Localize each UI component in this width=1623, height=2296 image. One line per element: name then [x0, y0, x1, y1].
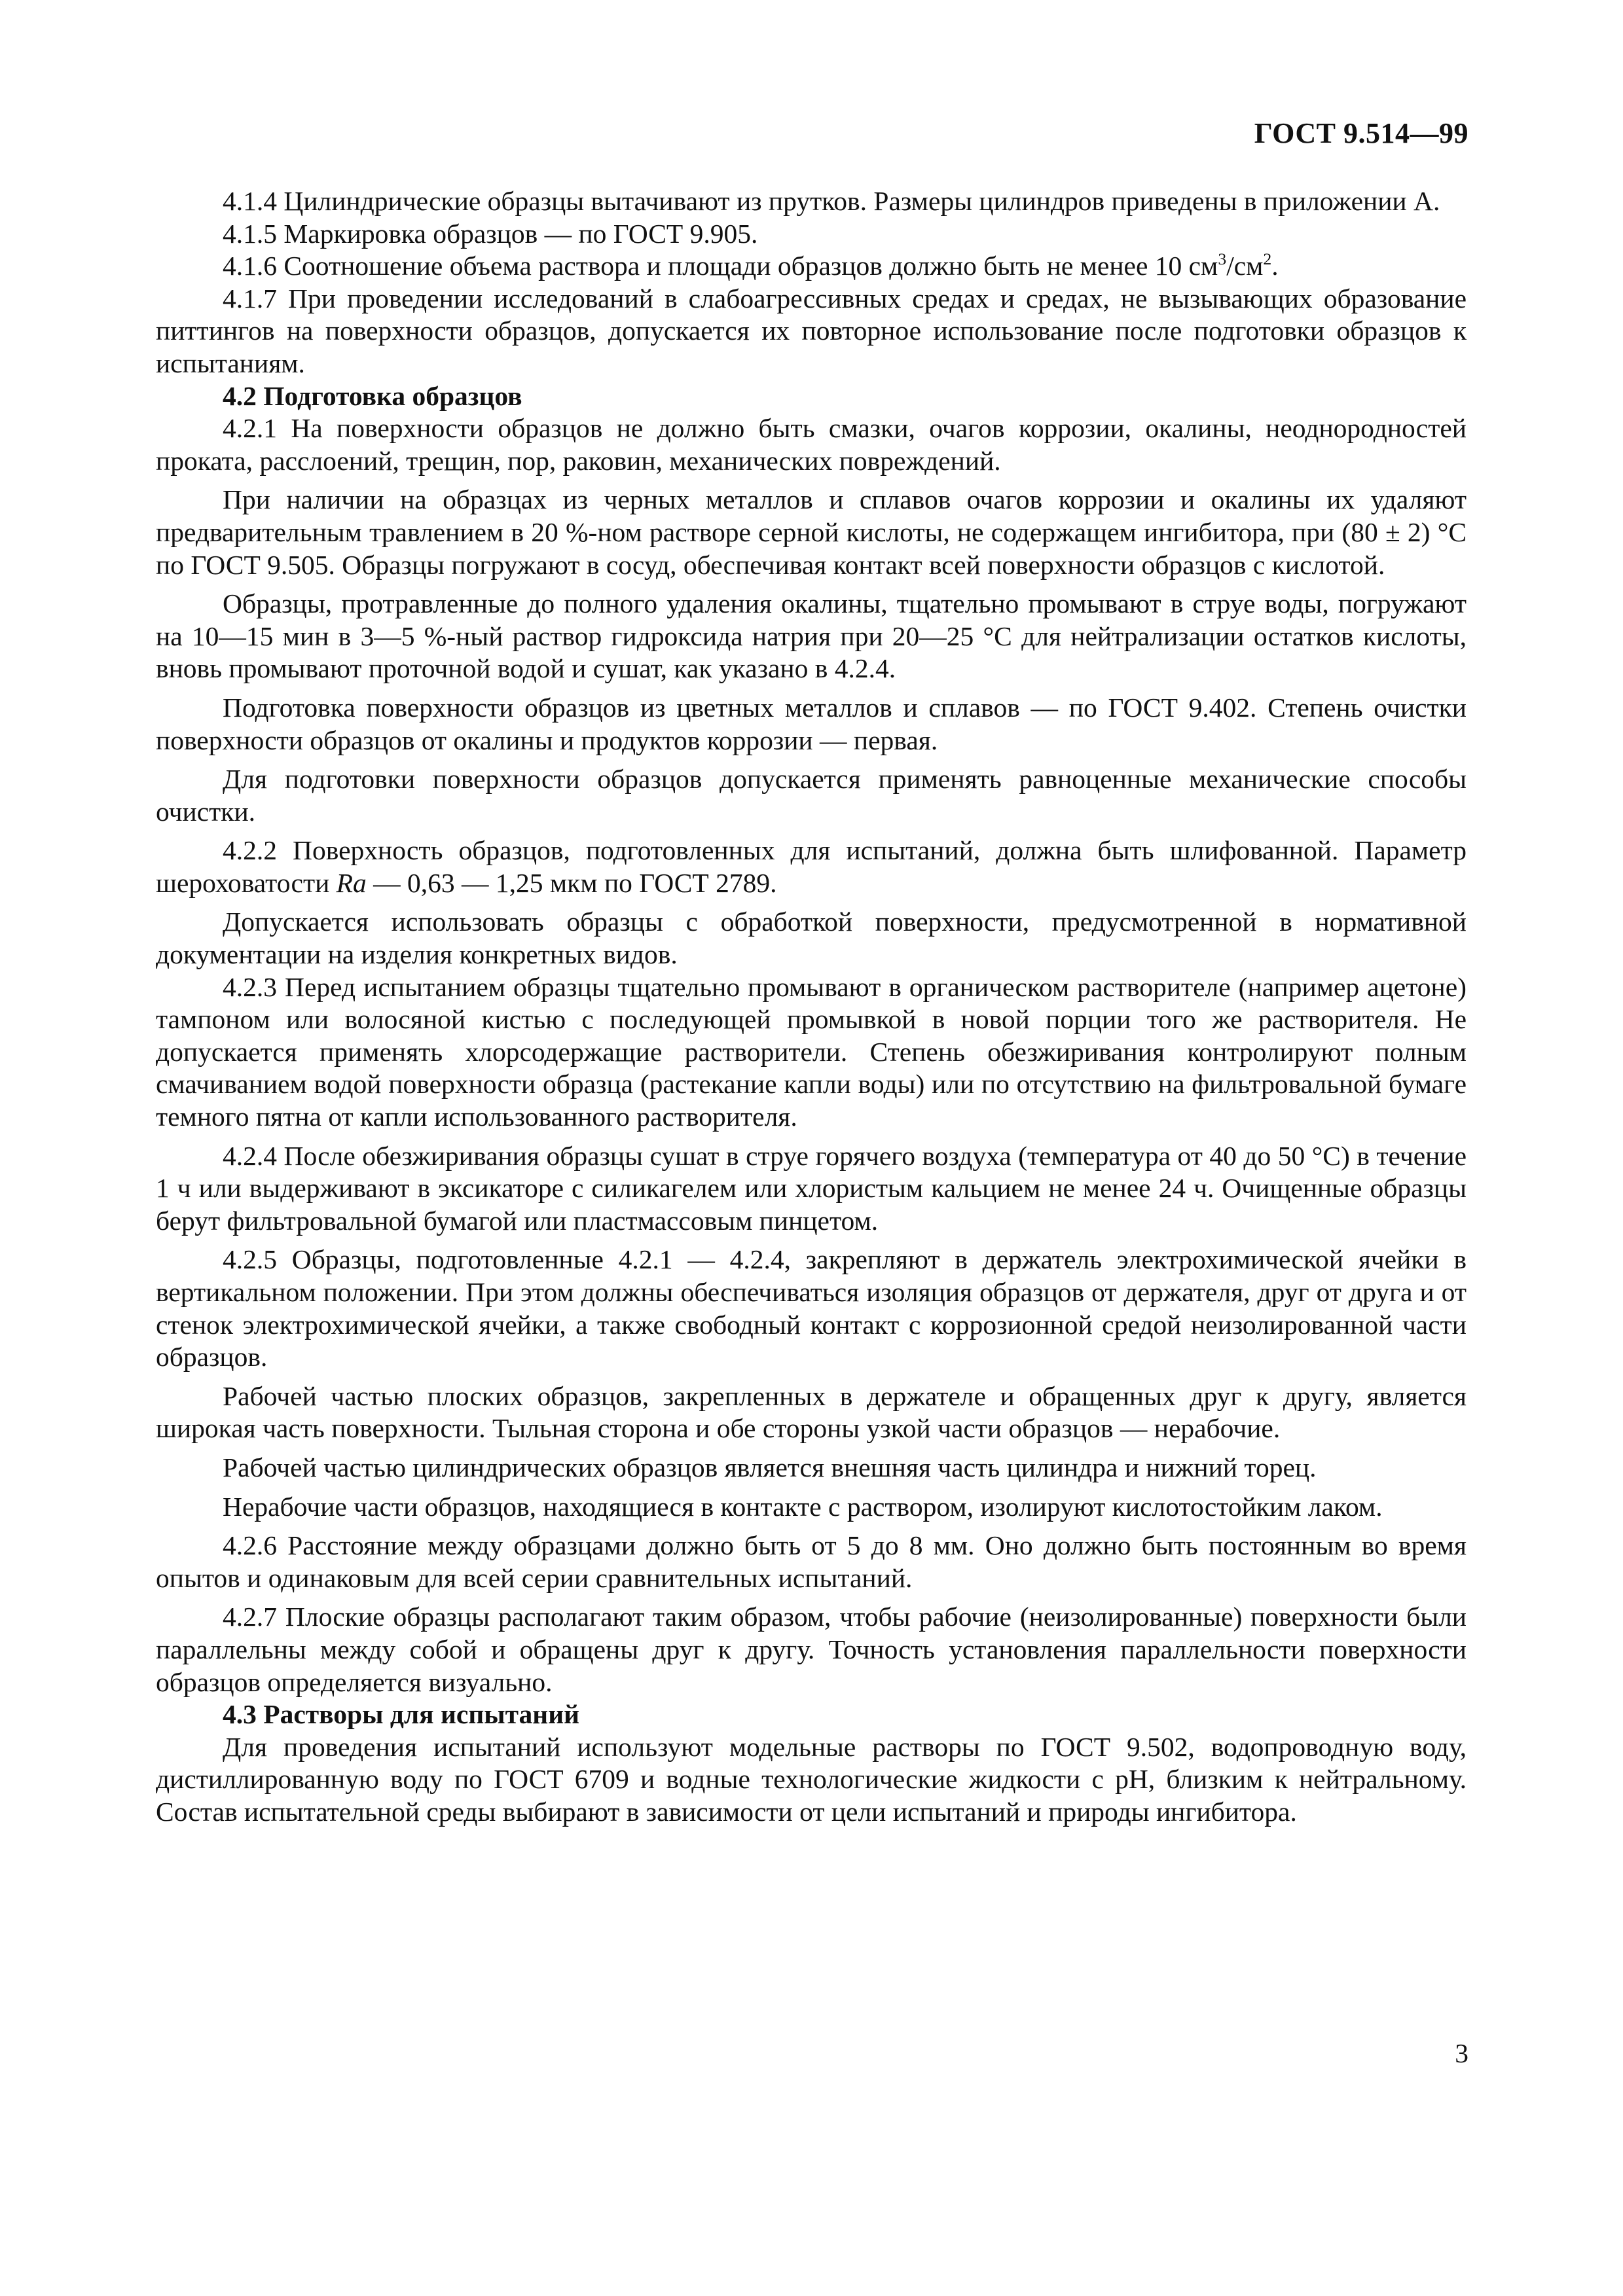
paragraph-4-2-6: 4.2.6 Расстояние между образцами должно быть от 5 до 8 мм. Оно должно быть постоянным во время опытов и одинаковым для всей серии сравнительных испытаний. [156, 1530, 1467, 1593]
paragraph-4-2-1-neutralization: Образцы, протравленные до полного удаления окалины, тщательно промывают в струе воды, погружают на 10—15 мин в 3—5 %-ный раствор гидроксида натрия при 20—25 °С для нейтрализации остатков кислоты, вновь промывают проточной водой и сушат, как указано в 4.2.4. [156, 588, 1467, 684]
superscript-square: 2 [1263, 249, 1272, 269]
running-header: ГОСТ 9.514—99 [1254, 117, 1468, 149]
paragraph-4-1-6-text: 4.1.6 Соотношение объема раствора и площади образцов должно быть не менее 10 см [223, 251, 1218, 281]
section-heading-4-3: 4.3 Растворы для испытаний [223, 1699, 580, 1730]
paragraph-4-1-4: 4.1.4 Цилиндрические образцы вытачивают из прутков. Размеры цилиндров приведены в приложении А. [223, 186, 1440, 216]
paragraph-4-2-2-allowed: Допускается использовать образцы с обработкой поверхности, предусмотренной в нормативной документации на изделия конкретных видов. [156, 906, 1467, 970]
paragraph-4-2-1: 4.2.1 На поверхности образцов не должно быть смазки, очагов коррозии, окалины, неоднородностей проката, расслоений, трещин, пор, раковин, механических повреждений. [156, 413, 1467, 476]
sentence-end: . [1271, 251, 1279, 281]
paragraph-4-1-7: 4.1.7 При проведении исследований в слабоагрессивных средах и средах, не вызывающих образование питтингов на поверхности образцов, допускается их повторное использование после подготовки образцов к испытаниям. [156, 283, 1467, 378]
paragraph-4-2-5-insulation: Нерабочие части образцов, находящиеся в контакте с раствором, изолируют кислотостойким лаком. [223, 1491, 1383, 1522]
paragraph-4-1-6 [156, 250, 1467, 283]
unit-per-square-cm: /см [1226, 251, 1264, 281]
paragraph-4-2-5-flat-samples: Рабочей частью плоских образцов, закрепленных в держателе и обращенных друг к другу, является широкая часть поверхности. Тыльная сторона и обе стороны узкой части образцов — нерабочие. [156, 1380, 1467, 1444]
section-heading-4-2: 4.2 Подготовка образцов [223, 380, 522, 411]
paragraph-4-2-5-cylinder-samples: Рабочей частью цилиндрических образцов является внешняя часть цилиндра и нижний торец. [223, 1452, 1317, 1482]
paragraph-4-2-1-nonferrous: Подготовка поверхности образцов из цветных металлов и сплавов — по ГОСТ 9.402. Степень очистки поверхности образцов от окалины и продуктов коррозии — первая. [156, 692, 1467, 755]
paragraph-4-2-7: 4.2.7 Плоские образцы располагают таким образом, чтобы рабочие (неизолированные) поверхности были параллельны между собой и обращены друг к другу. Точность установления параллельности поверхности образцов определяется визуально. [156, 1602, 1467, 1697]
paragraph-4-2-2 [156, 834, 1467, 899]
page-number: 3 [1455, 2038, 1468, 2068]
paragraph-4-1-5: 4.1.5 Маркировка образцов — по ГОСТ 9.905. [223, 218, 758, 249]
superscript-cubic: 3 [1218, 249, 1227, 269]
paragraph-4-2-1-etching: При наличии на образцах из черных металлов и сплавов очагов коррозии и окалины их удаляют предварительным травлением в 20 %-ном растворе серной кислоты, не содержащем ингибитора, при (80 ± 2) °С по ГОСТ 9.505. Образцы погружают в сосуд, обеспечивая контакт всей поверхности образцов с кислотой. [156, 484, 1467, 580]
roughness-value: — 0,63 — 1,25 мкм по ГОСТ 2789. [366, 867, 777, 898]
paragraph-4-2-3: 4.2.3 Перед испытанием образцы тщательно промывают в органическом растворителе (например ацетоне) тампоном или волосяной кистью с последующей промывкой в новой порции того же растворителя. Не допускается применять хлорсодержащие растворители. Степень обезжиривания контролируют полным смачиванием водой поверхности образца (растекание капли воды) или по отсутствию на фильтровальной бумаге темного пятна от капли использованного растворителя. [156, 971, 1467, 1132]
paragraph-4-2-4: 4.2.4 После обезжиривания образцы сушат в струе горячего воздуха (температура от 40 до 50 °С) в течение 1 ч или выдерживают в эксикаторе с силикагелем или хлористым кальцием не менее 24 ч. Очищенные образцы берут фильтровальной бумагой или пластмассовым пинцетом. [156, 1140, 1467, 1236]
roughness-symbol: Ra [336, 867, 367, 898]
paragraph-4-2-1-mechanical: Для подготовки поверхности образцов допускается применять равноценные механические способы очистки. [156, 764, 1467, 827]
document-body [156, 185, 1467, 1829]
paragraph-4-2-5: 4.2.5 Образцы, подготовленные 4.2.1 — 4.2.4, закрепляют в держатель электрохимической ячейки в вертикальном положении. При этом должны обеспечиваться изоляция образцов от держателя, друг от друга и от стенок электрохимической ячейки, а также свободный контакт с коррозионной средой неизолированной части образцов. [156, 1244, 1467, 1372]
paragraph-4-3: Для проведения испытаний используют модельные растворы по ГОСТ 9.502, водопроводную воду, дистиллированную воду по ГОСТ 6709 и водные технологические жидкости с рН, близким к нейтральному. Состав испытательной среды выбирают в зависимости от цели испытаний и природы ингибитора. [156, 1731, 1467, 1827]
paragraph-4-2-2-text: 4.2.2 Поверхность образцов, подготовленных для испытаний, должна быть шлифованной. Параметр шероховатости [156, 835, 1467, 898]
